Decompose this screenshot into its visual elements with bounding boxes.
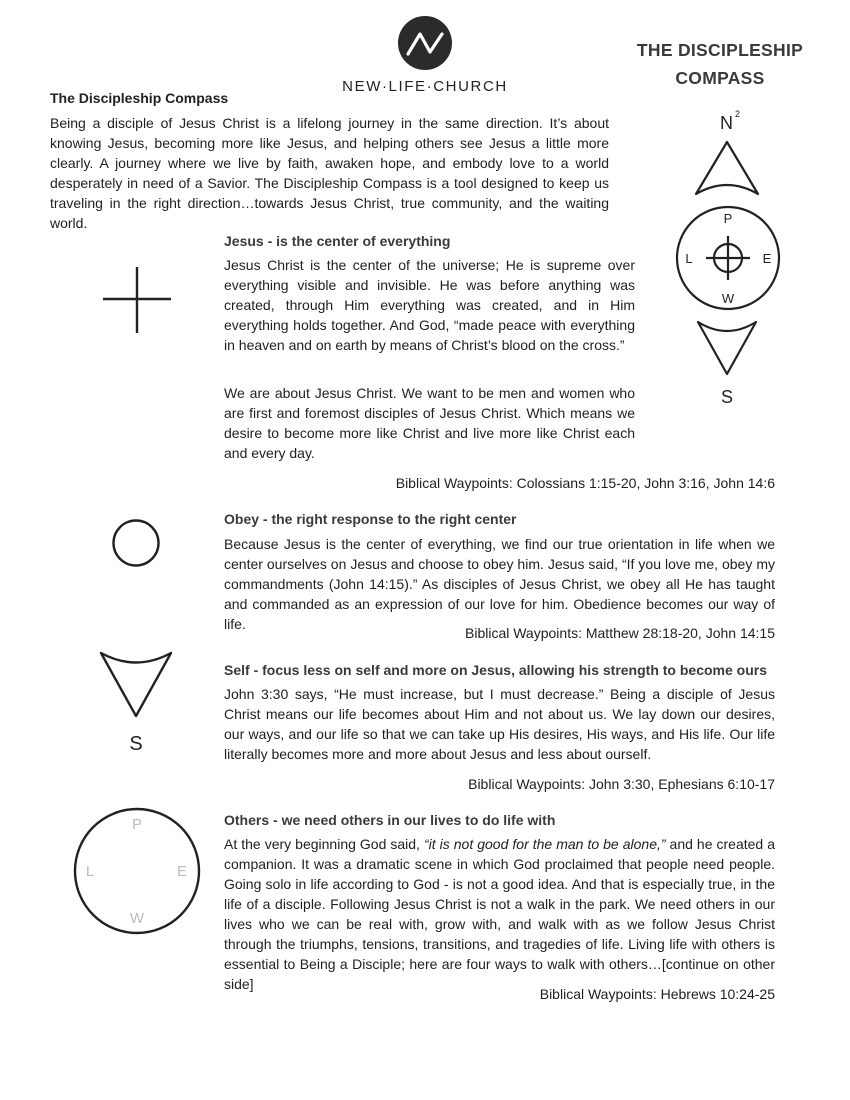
others-section-heading: Others - we need others in our lives to do life with bbox=[224, 812, 556, 828]
obey-section-paragraph: Because Jesus is the center of everything, we find our true orientation in life when we center ourselves on Jesus and choose to obey him. Jesus said, “If you love me, obey my commandments (John 14:15).” As disciples of Jesus Christ, we obey all He has taught and commanded as an expression of our love for him. Obedience becomes our way of life. bbox=[224, 536, 775, 632]
circle-icon bbox=[110, 517, 162, 569]
compass-l-label: L bbox=[685, 251, 693, 266]
document-title-line1: THE DISCIPLESHIP bbox=[636, 40, 804, 60]
others-icon-p-label: P bbox=[131, 816, 143, 833]
compass-w-label: W bbox=[721, 291, 735, 306]
document-title-line2: COMPASS bbox=[675, 68, 765, 88]
others-icon-l-label: L bbox=[85, 863, 95, 880]
self-section-heading: Self - focus less on self and more on Jesus, allowing his strength to become ours bbox=[224, 662, 767, 678]
others-paragraph-lead: At the very beginning God said, bbox=[224, 836, 424, 852]
logo-text: NEW·LIFE·CHURCH bbox=[342, 78, 508, 95]
others-icon-w-label: W bbox=[129, 910, 145, 927]
others-section-waypoints: Biblical Waypoints: Hebrews 10:24-25 bbox=[539, 986, 775, 1002]
compass-p-label: P bbox=[723, 211, 733, 226]
others-paragraph-quote: “it is not good for the man to be alone,” bbox=[423, 836, 666, 852]
jesus-section-waypoints: Biblical Waypoints: Colossians 1:15-20, John 3:16, John 14:6 bbox=[395, 475, 775, 491]
document-title bbox=[610, 36, 830, 92]
cross-icon bbox=[100, 265, 174, 335]
south-arrow-icon bbox=[698, 322, 756, 374]
jesus-section-paragraph-2: We are about Jesus Christ. We want to be men and women who are first and foremost disciples of Jesus Christ. Which means we desire to become more like Christ and live more like Christ each and every day. bbox=[224, 385, 635, 461]
logo-mark-icon bbox=[340, 14, 510, 78]
self-section-waypoints: Biblical Waypoints: John 3:30, Ephesians 6:10-17 bbox=[468, 776, 775, 792]
self-icon-letter: S bbox=[129, 733, 143, 755]
obey-section-heading: Obey - the right response to the right center bbox=[224, 511, 517, 527]
compass-north-label: N bbox=[720, 113, 733, 133]
compass-south-label: S bbox=[720, 387, 734, 407]
compass-e-label: E bbox=[762, 251, 772, 266]
compass-diagram bbox=[660, 100, 800, 410]
jesus-section-paragraph-1: Jesus Christ is the center of the universe; He is supreme over everything visible and invisible. He was before anything was created, through Him everything was created, and in Him everything holds together. And God, “made peace with everything in heaven and on earth by means of Christ’s blood on the cross.” bbox=[224, 257, 635, 353]
intro-text: Being a disciple of Jesus Christ is a lifelong journey in the same direction. It’s about knowing Jesus, becoming more like Jesus, and helping others see Jesus a little more clearly. A journey where we live by faith, awaken hope, and embody love to a world desperately in need of a Savior. The Discipleship Compass is a tool designed to keep us traveling in the right direction…towards Jesus Christ, true community, and the waiting world. bbox=[50, 115, 609, 231]
intro-heading: The Discipleship Compass bbox=[50, 90, 229, 106]
church-logo bbox=[340, 14, 510, 100]
jesus-section-heading: Jesus - is the center of everything bbox=[224, 233, 451, 249]
self-section-paragraph: John 3:30 says, “He must increase, but I must decrease.” Being a disciple of Jesus Christ means our life becomes about Him and not about us. We lay down our desires, our ways, and our life so that we can take up His desires, His ways, and His life. Our life literally becomes more and more about Jesus and less about ourself. bbox=[224, 686, 775, 762]
north-arrow-icon bbox=[696, 142, 758, 194]
others-ring-icon bbox=[68, 805, 208, 937]
obey-section-waypoints: Biblical Waypoints: Matthew 28:18-20, John 14:15 bbox=[465, 625, 775, 641]
others-paragraph-rest: and he created a companion. It was a dramatic scene in which God proclaimed that people need people. Going solo in life according to God - is not a good idea. And that is especially true, in the life of a disciple. Following Jesus Christ is not a walk in the park. We need others in our lives who we can be real with, grow with, and walk with as we follow Jesus Christ through the triumphs, tensions, transitions, and tragedies of life. Living life with others is essential to Being a Disciple; here are four ways to walk with others…[continue on other side] bbox=[224, 836, 776, 992]
others-section-paragraph bbox=[224, 834, 775, 994]
compass-north-superscript: 2 bbox=[735, 109, 741, 119]
others-icon-e-label: E bbox=[176, 863, 188, 880]
south-arrow-self-icon bbox=[96, 648, 176, 758]
